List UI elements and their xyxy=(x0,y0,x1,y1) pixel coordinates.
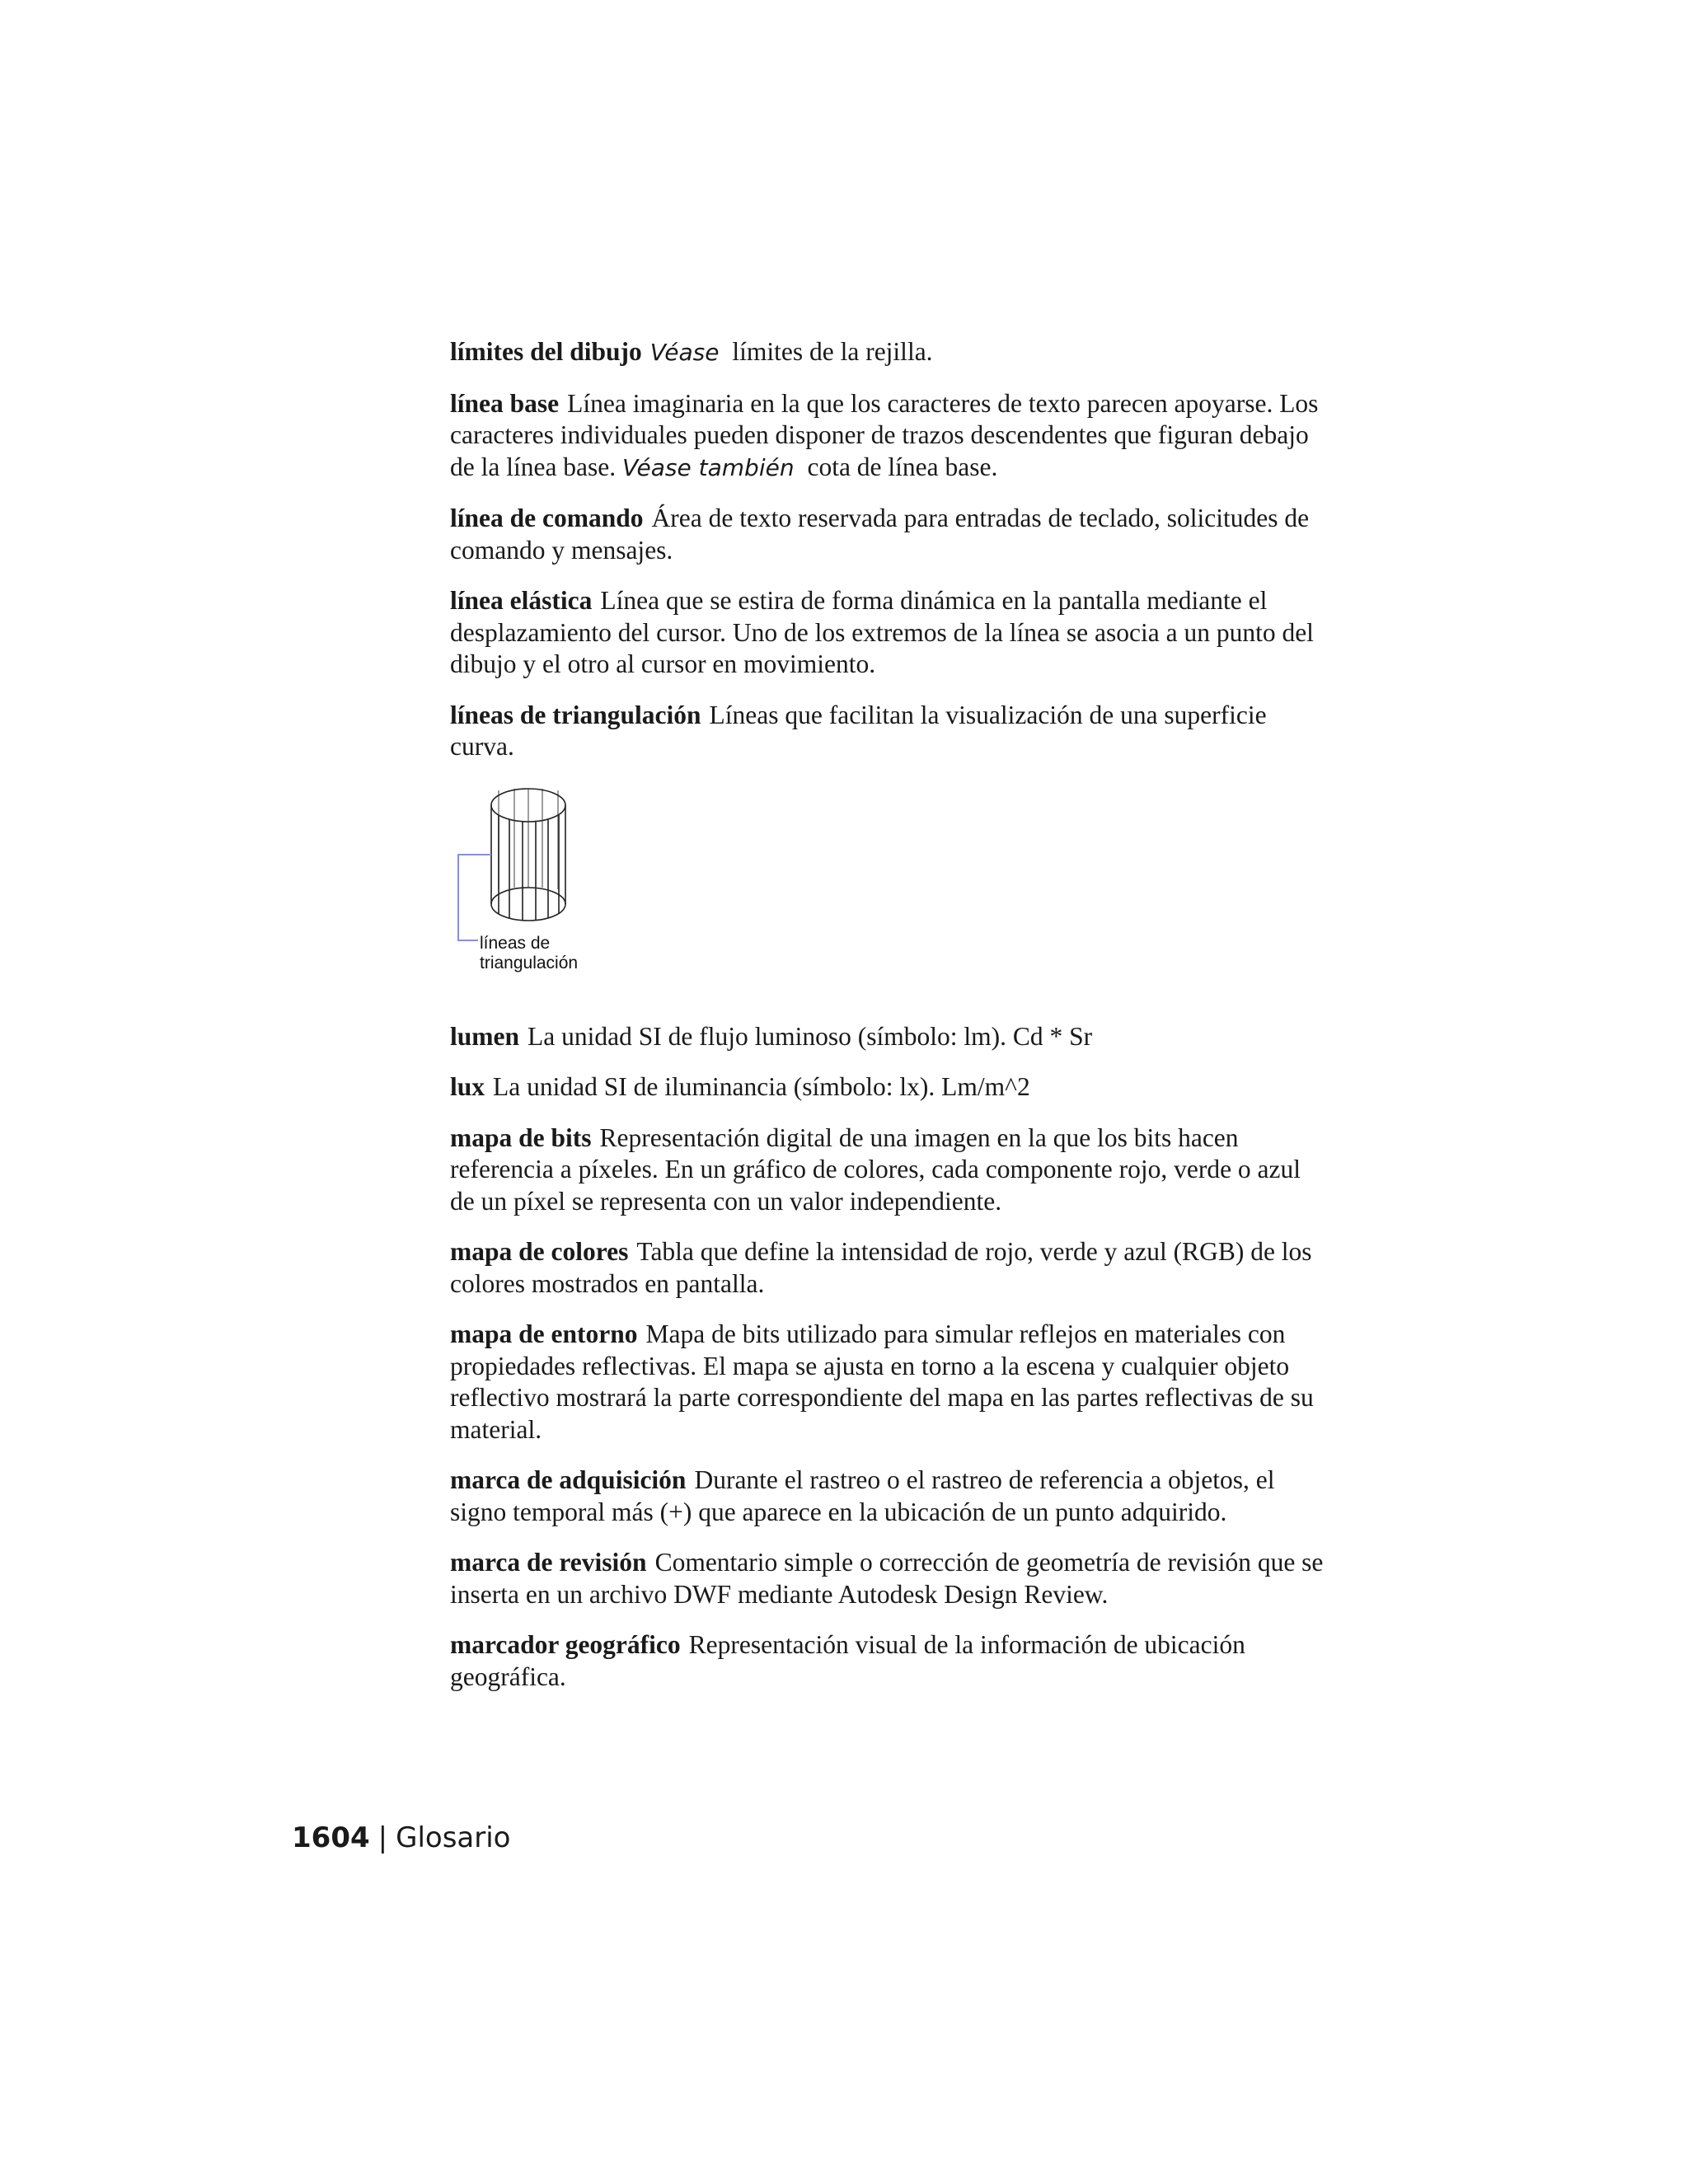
glossary-entry xyxy=(450,1236,1324,1300)
glossary-entry xyxy=(450,1021,1324,1053)
page-footer xyxy=(292,1821,510,1854)
glossary-definition: Línea imaginaria en la que los caracteres de texto parecen apoyarse. Los caracteres individuales pueden disponer de trazos descendentes que figuran debajo de la línea base. xyxy=(450,388,1319,481)
glossary-entry xyxy=(450,700,1324,763)
figure-label-line2: triangulación xyxy=(480,953,579,972)
triangulation-lines-figure xyxy=(450,782,796,996)
cross-reference-label: Véase también xyxy=(622,453,795,481)
glossary-entry xyxy=(450,1319,1324,1446)
glossary-term: línea de comando xyxy=(450,504,644,532)
glossary-term: mapa de colores xyxy=(450,1237,629,1266)
glossary-definition: Representación visual de la información de ubicación geográfica. xyxy=(450,1630,1245,1691)
glossary-entry xyxy=(450,388,1324,485)
glossary-entry xyxy=(450,503,1324,566)
glossary-term: marca de revisión xyxy=(450,1548,647,1577)
glossary-entries-top xyxy=(450,336,1324,763)
glossary-term: lumen xyxy=(450,1021,520,1051)
glossary-term: límites del dibujo xyxy=(450,337,642,366)
glossary-definition: Tabla que define la intensidad de rojo, verde y azul (RGB) de los colores mostrados en pantalla. xyxy=(450,1237,1312,1298)
glossary-entries-bottom xyxy=(450,1021,1324,1694)
glossary-term: línea elástica xyxy=(450,586,593,615)
glossary-entry xyxy=(450,585,1324,681)
glossary-definition: Durante el rastreo o el rastreo de referencia a objetos, el signo temporal más (+) que aparece en la ubicación de un punto adquirido. xyxy=(450,1465,1275,1526)
glossary-definition: Mapa de bits utilizado para simular reflejos en materiales con propiedades reflectivas. El mapa se ajusta en torno a la escena y cualquier objeto reflectivo mostrará la parte correspondiente del mapa en las partes reflectivas de su material. xyxy=(450,1319,1314,1444)
glossary-entry xyxy=(450,1465,1324,1528)
figure-label xyxy=(480,934,578,973)
glossary-definition: Líneas que facilitan la visualización de una superficie curva. xyxy=(450,700,1267,761)
cross-reference-label: Véase xyxy=(649,339,720,366)
glossary-term: mapa de bits xyxy=(450,1122,592,1152)
glossary-term: línea base xyxy=(450,388,560,418)
glossary-term: marca de adquisición xyxy=(450,1465,687,1494)
footer-separator: | xyxy=(377,1821,388,1854)
glossary-definition: límites de la rejilla. xyxy=(732,337,933,366)
glossary-entry xyxy=(450,1547,1324,1610)
glossary-definition: La unidad SI de flujo luminoso (símbolo: lm). Cd * Sr xyxy=(528,1021,1093,1051)
glossary-definition: La unidad SI de iluminancia (símbolo: lx). Lm/m^2 xyxy=(493,1072,1030,1101)
glossary-definition: Representación digital de una imagen en la que los bits hacen referencia a píxeles. En un gráfico de colores, cada componente rojo, verde o azul de un píxel se representa con un valor independiente. xyxy=(450,1122,1301,1216)
glossary-content xyxy=(450,336,1324,1712)
glossary-definition: Área de texto reservada para entradas de teclado, solicitudes de comando y mensajes. xyxy=(450,504,1310,565)
leader-line xyxy=(458,855,491,940)
glossary-term: mapa de entorno xyxy=(450,1319,638,1348)
glossary-term: lux xyxy=(450,1072,485,1101)
figure-label-line1: líneas de xyxy=(480,933,551,953)
glossary-entry xyxy=(450,1071,1324,1104)
glossary-definition: cota de línea base. xyxy=(807,452,998,481)
page-number: 1604 xyxy=(292,1821,370,1854)
glossary-entry xyxy=(450,336,1324,369)
glossary-term: marcador geográfico xyxy=(450,1630,681,1659)
glossary-term: líneas de triangulación xyxy=(450,700,701,729)
glossary-definition: Línea que se estira de forma dinámica en la pantalla mediante el desplazamiento del cursor. Uno de los extremos de la línea se asocia a un punto del dibujo y el otro al cursor en movimiento. xyxy=(450,586,1314,678)
section-name: Glosario xyxy=(396,1821,511,1854)
glossary-entry xyxy=(450,1122,1324,1218)
glossary-definition: Comentario simple o corrección de geometría de revisión que se inserta en un archivo DWF mediante Autodesk Design Review. xyxy=(450,1548,1324,1609)
glossary-entry xyxy=(450,1629,1324,1693)
